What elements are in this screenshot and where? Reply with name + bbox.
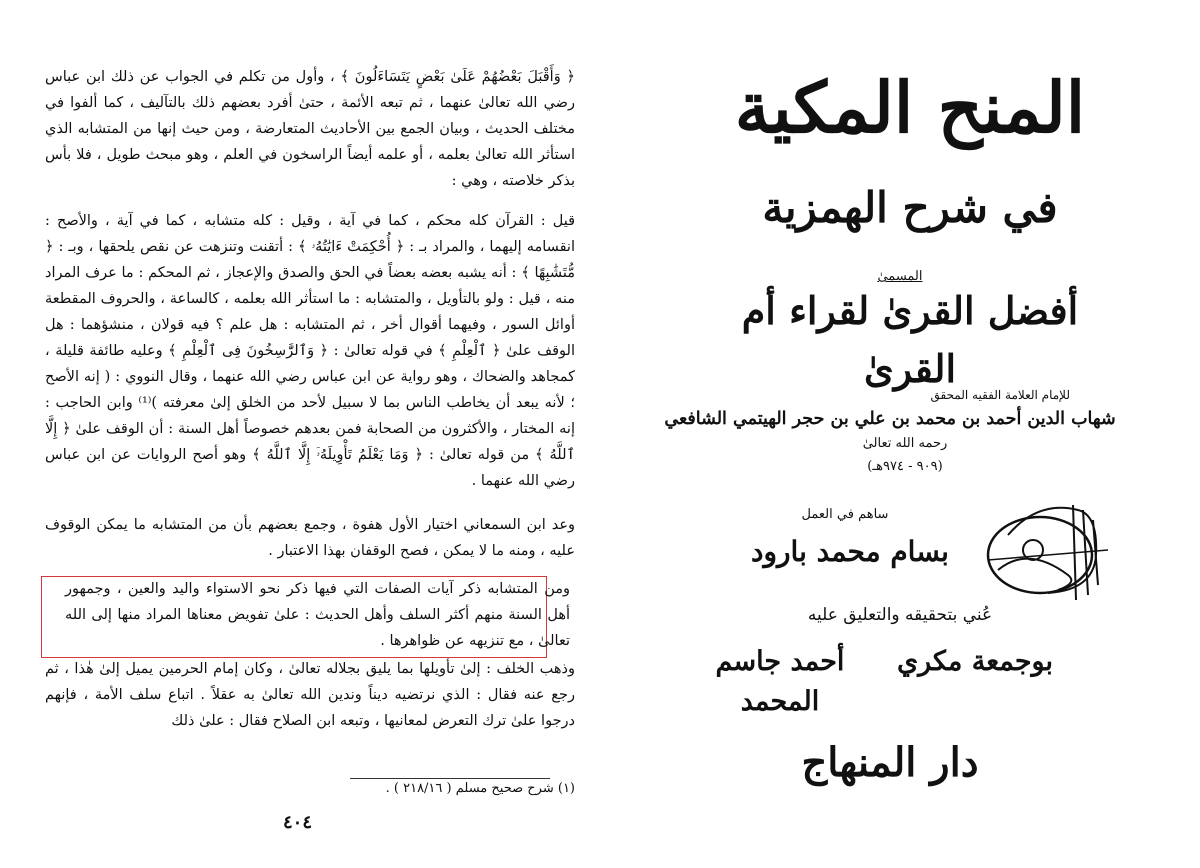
contributor-name: بسام محمد بارود bbox=[751, 535, 949, 568]
paragraph-2: قيل : القرآن كله محكم ، كما في آية ، وقيل : كله متشابه ، كما في آية ، والأصح : انقسامه إليهما ، والمراد بـ : ﴿ أُحْكِمَتْ ءَايَٰتُهُۥ ﴾ : أتقنت وتنزهت عن نقص يلحقها ، وبـ : ﴿ مُّتَشَٰبِهًا ﴾ : أنه يشبه بعضه بعضاً في الحق والصدق والإعجاز ، ثم المحكم : ما عرف المراد منه ، قيل : ولو بالتأويل ، والمتشابه : ما استأثر الله بعلمه ، كالساعة ، والحروف المقطعة أوائل السور ، وفيهما أقوال أخر ، ثم المتشابه : هل علم ؟ فيه قولان ، منشؤهما : هل الوقف علىٰ ﴿ ٱلْعِلْمِ ﴾ في قوله تعالىٰ : ﴿ وَٱلرَّٰسِخُونَ فِى ٱلْعِلْمِ ﴾ وعليه طائفة قليلة ، كمجاهد والضحاك ، وهو رواية عن ابن عباس رضي الله عنهما ، وقال النووي : ( إنه الأصح ؛ لأنه يبعد أن يخاطب الناس بما لا سبيل لأحد من الخلق إلىٰ معرفته )⁽¹⁾ وابن الحاجب : إنه المختار ، والأكثرون من الصحابة فمن بعدهم خصوصاً أهل السنة : أن الوقف علىٰ ﴿ إِلَّا ٱللَّهُ ﴾ من قوله تعالىٰ : ﴿ وَمَا يَعْلَمُ تَأْوِيلَهُۥٓ إِلَّا ٱللَّهُ ﴾ وهو أصح الروايات عن ابن عباس رضي الله عنهما . bbox=[45, 213, 575, 489]
paragraph-3: وعد ابن السمعاني اختيار الأول هفوة ، وجمع بعضهم بأن من المتشابه ما يمكن الوقوف عليه ، ومنه ما لا يمكن ، فصح الوقفان بهذا الاعتبار . bbox=[45, 517, 575, 559]
alternate-title: أفضل القرىٰ لقراء أم القرىٰ bbox=[741, 288, 1079, 391]
text-page bbox=[20, 0, 575, 868]
book-subtitle: في شرح الهمزية bbox=[762, 183, 1058, 232]
editing-label: عُني بتحقيقه والتعليق عليه bbox=[807, 605, 993, 625]
highlighted-paragraph: ومن المتشابه ذكر آيات الصفات التي فيها ذكر نحو الاستواء واليد والعين ، وجمهور أهل السنة منهم أكثر السلف وأهل الحديث : علىٰ تفويض معناها المراد منها إلى الله تعالىٰ ، مع تنزيهه عن ظواهرها . bbox=[65, 581, 570, 649]
author-name: شهاب الدين أحمد بن محمد بن علي بن حجر الهيتمي الشافعي bbox=[664, 409, 1116, 429]
page-number: ٤٠٤ bbox=[282, 812, 312, 833]
paragraph-1: ﴿ وَأَقْبَلَ بَعْضُهُمْ عَلَىٰ بَعْضٍ يَتَسَاءَلُونَ ﴾ ، وأول من تكلم في الجواب عن ذلك ابن عباس رضي الله تعالىٰ عنهما ، ثم تبعه الأئمة ، حتىٰ أفرد بعضهم ذلك بالتآليف ، كما ألفوا في مختلف الحديث ، وبيان الجمع بين الأحاديث المتعارضة ، ومن حيث إنها من المتشابه الذي استأثر الله تعالىٰ بعلمه ، أو علمه أيضاً الراسخون في العلم ، وهو مبحث طويل ، فلا بأس بذكر خلاصته ، وهي : bbox=[45, 69, 575, 189]
book-title: المنح المكية bbox=[734, 66, 1086, 149]
calligraphy-seal-icon bbox=[978, 495, 1118, 605]
paragraph-5: وذهب الخلف : إلىٰ تأويلها بما يليق بجلاله تعالىٰ ، وكان إمام الحرمين يميل إلىٰ هٰذا ، ثم رجع عنه فقال : الذي نرتضيه ديناً وندين الله تعالىٰ به عقلاً . اتباع سلف الأمة ، فإنهم درجوا علىٰ ترك التعرض لمعانيها ، وتبعه ابن الصلاح فقال : علىٰ ذلك bbox=[45, 661, 575, 729]
footnote: (١) شرح صحيح مسلم ( ٢١٨/١٦ ) . bbox=[385, 781, 575, 796]
title-page bbox=[640, 0, 1200, 868]
author-honorific: للإمام العلامة الفقيه المحقق bbox=[930, 388, 1070, 402]
editor-name-1: أحمد جاسم المحمد bbox=[715, 646, 845, 717]
named-label: المسمىٰ bbox=[877, 269, 923, 284]
contributor-label: ساهم في العمل bbox=[801, 507, 889, 522]
publisher-name: دار المنهاج bbox=[801, 739, 979, 786]
author-blessing: رحمه الله تعالىٰ bbox=[862, 436, 948, 451]
author-years: (٩٠٩ - ٩٧٤هـ) bbox=[867, 459, 943, 474]
editor-name-2: بوجمعة مكري bbox=[896, 646, 1054, 677]
